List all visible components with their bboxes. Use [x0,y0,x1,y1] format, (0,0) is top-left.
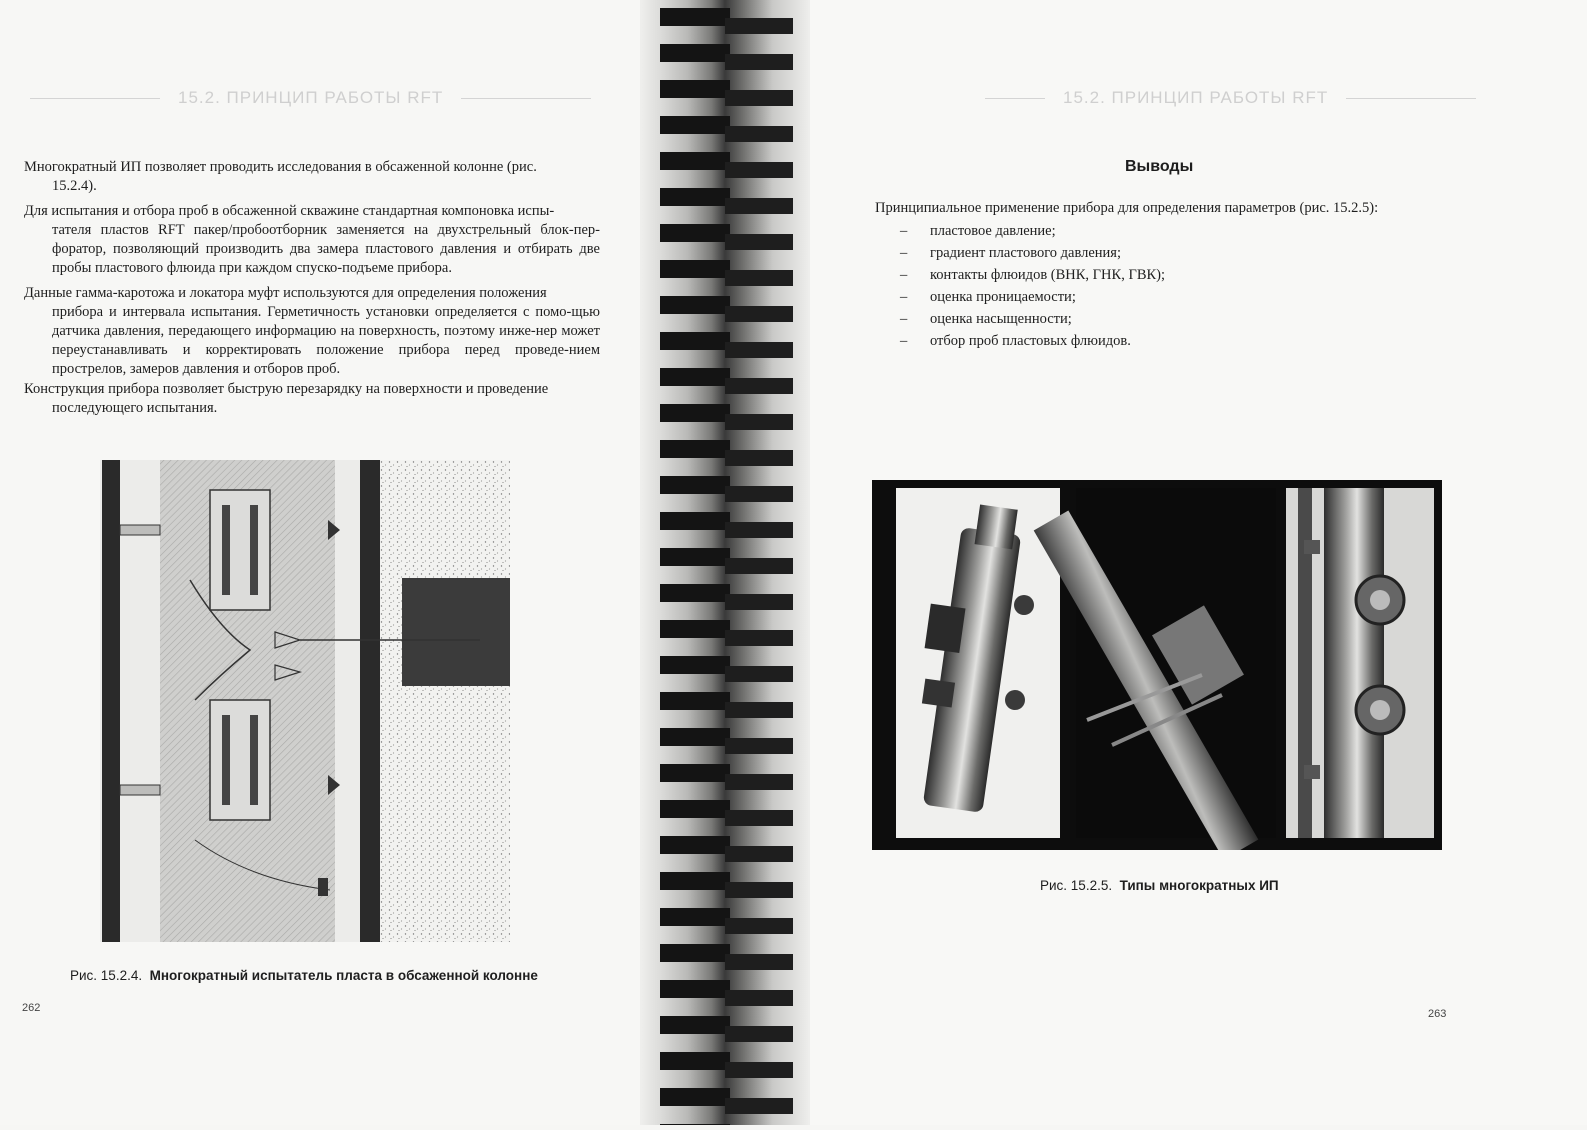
spiral-coil [660,764,793,790]
figure-caption [1040,878,1279,893]
list-item: – оценка проницаемости; [900,286,1165,308]
paragraph [24,158,600,196]
spiral-coil [660,188,793,214]
list-dash: – [900,245,908,261]
spiral-coil [660,440,793,466]
paragraph [24,202,600,278]
spiral-coil [660,368,793,394]
paragraph-rest: 15.2.4). [52,178,97,194]
page-number: 263 [1428,1008,1447,1020]
spiral-coil [660,800,793,826]
paragraph-rest: последующего испытания. [52,400,218,416]
spiral-coil [660,980,793,1006]
list-dash: – [900,311,908,327]
spiral-coil [660,152,793,178]
spiral-coil [660,80,793,106]
list-item: – градиент пластового давления; [900,242,1165,264]
spiral-coil [660,512,793,538]
spiral-coil [660,224,793,250]
spiral-coil [660,836,793,862]
parameter-list [900,220,1165,352]
spiral-coil [660,692,793,718]
list-dash: – [900,267,908,283]
header-rule [30,98,160,99]
spiral-coil [660,1088,793,1114]
spiral-coil [660,1016,793,1042]
paragraph-first-line: Конструкция прибора позволяет быструю перезарядку на поверхности и проведение [24,381,549,397]
header-rule [461,98,591,99]
list-dash: – [900,289,908,305]
section-heading: Выводы [1125,158,1194,175]
list-dash: – [900,333,908,349]
paragraph-rest: прибора и интервала испытания. Герметичность установки определяется с помо-щью датчика давления, передающего информацию на поверхность, поэтому инже-нер может переустанавливать и корректировать положение прибора перед проведе-нием прострелов, замеров давления и отборов проб. [52,304,600,377]
list-item: – контакты флюидов (ВНК, ГНК, ГВК); [900,264,1165,286]
spiral-binding [640,0,810,1125]
paragraph [24,380,600,418]
spiral-coil [660,908,793,934]
spiral-coil [660,1052,793,1078]
spiral-coil [660,656,793,682]
spiral-coil [660,116,793,142]
paragraph-first-line: Многократный ИП позволяет проводить исследования в обсаженной колонне (рис. [24,159,537,175]
list-dash: – [900,223,908,239]
header-rule [985,98,1045,99]
header-rule [1346,98,1476,99]
spiral-coil [660,44,793,70]
paragraph [24,284,600,379]
spiral-coil [660,332,793,358]
caption-title: Многократный испытатель пласта в обсаженной колонне [149,968,538,983]
spiral-coil [660,296,793,322]
page-number: 262 [22,1002,41,1014]
spiral-coil [660,404,793,430]
running-header-text: 15.2. ПРИНЦИП РАБОТЫ RFT [1063,88,1329,107]
spiral-coil [660,944,793,970]
paragraph-first-line: Для испытания и отбора проб в обсаженной скважине стандартная компоновка испы- [24,203,555,219]
caption-title: Типы многократных ИП [1119,878,1279,893]
spiral-coil [660,728,793,754]
spiral-coil [660,872,793,898]
running-header-text: 15.2. ПРИНЦИП РАБОТЫ RFT [178,88,444,107]
paragraph-rest: тателя пластов RFT пакер/пробоотборник заменяется на двухстрельный блок-пер-форатор, позволяющий производить два замера пластового давления и отбирать две пробы пластового флюида при каждом спуско-подъеме прибора. [52,222,600,276]
spiral-coil [660,620,793,646]
running-header [985,88,1476,108]
casing-wall-right [360,460,380,942]
tool-photos-figure [872,480,1442,850]
intro-line: Принципиальное применение прибора для определения параметров (рис. 15.2.5): [875,200,1379,216]
spiral-coil [660,584,793,610]
spiral-coil [660,548,793,574]
tool-photos [872,480,1442,850]
caption-prefix: Рис. 15.2.4. [70,968,143,983]
formation-layer [402,578,510,686]
tool-diagram-figure [100,460,510,942]
figure-caption [70,968,538,983]
spiral-coil [660,8,793,34]
list-item: – отбор проб пластовых флюидов. [900,330,1165,352]
list-item: – пластовое давление; [900,220,1165,242]
spiral-coils [640,0,810,1125]
paragraph-first-line: Данные гамма-каротожа и локатора муфт используются для определения положения [24,285,547,301]
running-header [30,88,591,108]
left-page [0,0,640,1125]
list-item: – оценка насыщенности; [900,308,1165,330]
spiral-coil [660,476,793,502]
caption-prefix: Рис. 15.2.5. [1040,878,1113,893]
spiral-coil [660,260,793,286]
casing-wall-left [102,460,120,942]
